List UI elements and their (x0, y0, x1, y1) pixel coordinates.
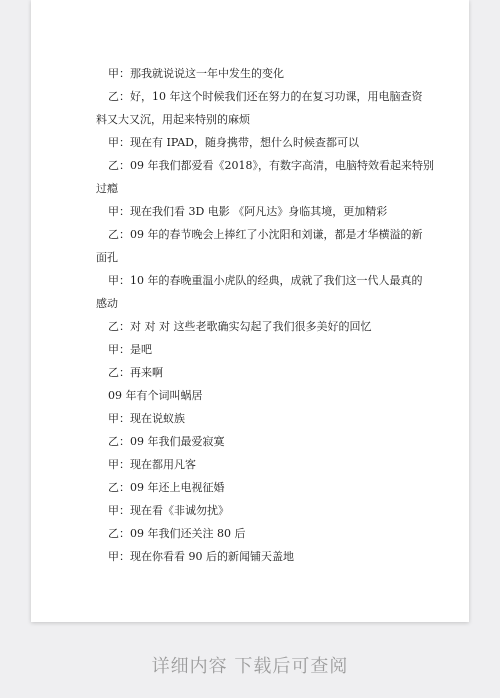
text-line: 甲：现在看《非诚勿扰》 (108, 504, 229, 517)
text-line: 甲：现在有 IPAD，随身携带，想什么时候查都可以 (108, 136, 359, 149)
text-line: 乙：09 年我们都爱看《2018》，有数字高清，电脑特效看起来特别 (108, 159, 434, 172)
download-hint: 详细内容 下载后可查阅 (151, 656, 349, 677)
text-line: 甲：10 年的春晚重温小虎队的经典，成就了我们这一代人最真的 (108, 274, 423, 287)
document-page (31, 0, 469, 622)
text-line: 甲：那我就说说这一年中发生的变化 (108, 67, 284, 80)
text-line: 乙：09 年的春节晚会上捧红了小沈阳和刘谦，都是才华横溢的新 (108, 228, 423, 241)
text-line: 09 年有个词叫蜗居 (108, 389, 203, 402)
text-line: 乙：好，10 年这个时候我们还在努力的在复习功课，用电脑查资 (108, 90, 423, 103)
text-line: 甲：现在我们看 3D 电影 《阿凡达》身临其境，更加精彩 (108, 205, 388, 218)
text-line: 甲：现在你看看 90 后的新闻铺天盖地 (108, 550, 294, 563)
text-line: 甲：现在说蚁族 (108, 412, 185, 425)
text-line: 过瘾 (96, 182, 118, 195)
text-line: 甲：是吧 (108, 343, 152, 356)
text-line: 感动 (96, 297, 118, 310)
text-line: 甲：现在都用凡客 (108, 458, 196, 471)
text-line: 乙：09 年还上电视征婚 (108, 481, 225, 494)
text-line: 乙：对 对 对 这些老歌确实勾起了我们很多美好的回忆 (108, 320, 372, 333)
text-line: 乙：再来啊 (108, 366, 163, 379)
text-line: 面孔 (96, 251, 118, 264)
text-line: 料又大又沉，用起来特别的麻烦 (96, 113, 250, 126)
text-line: 乙：09 年我们还关注 80 后 (108, 527, 246, 540)
text-line: 乙：09 年我们最爱寂寞 (108, 435, 225, 448)
